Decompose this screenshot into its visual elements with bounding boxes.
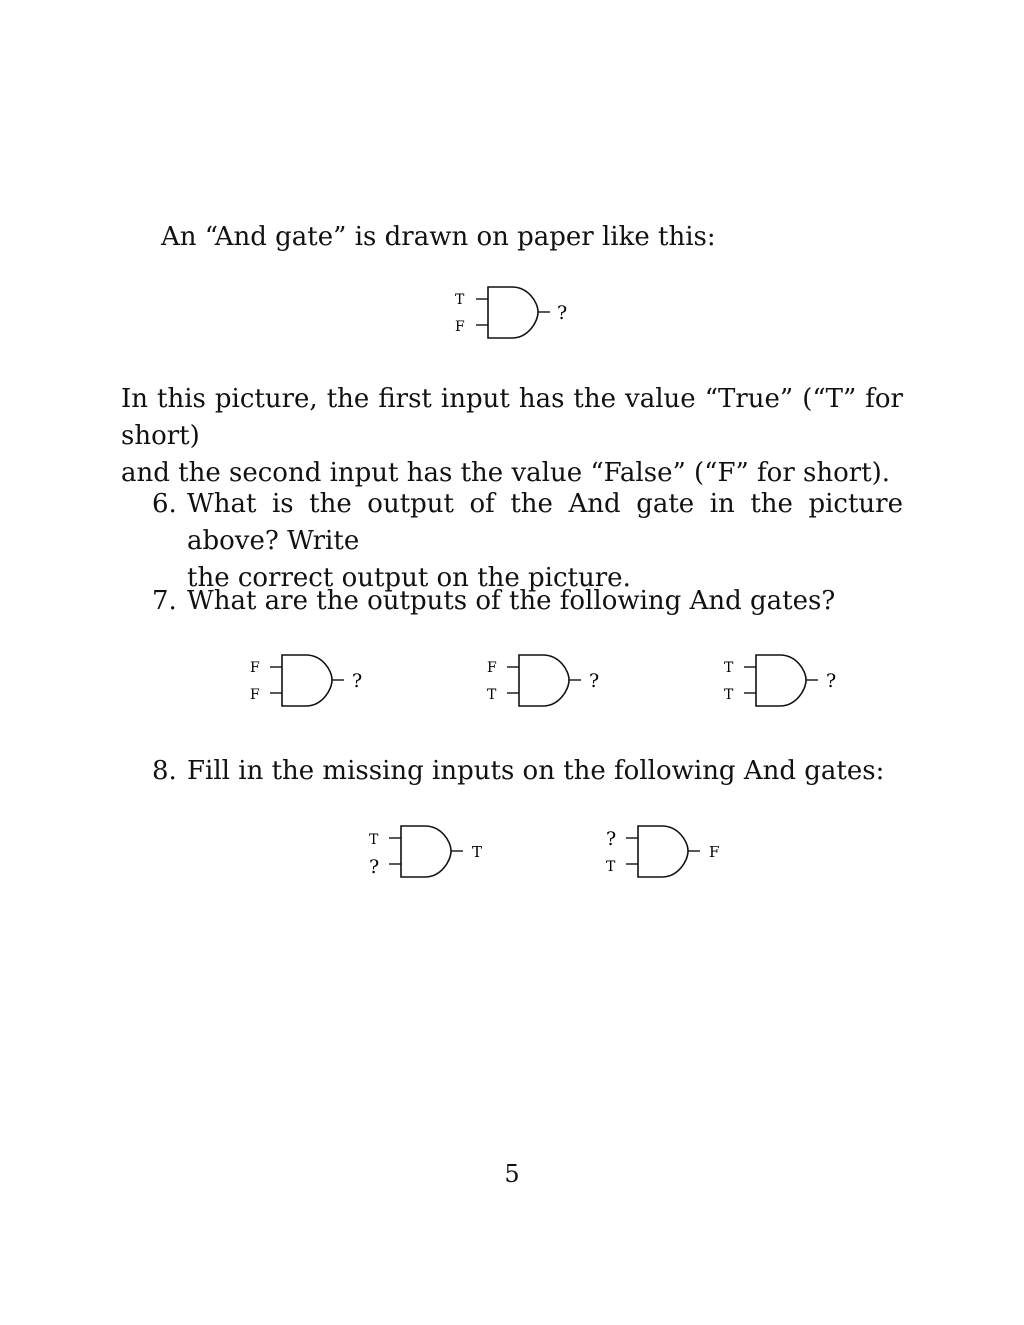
question-6-line-2: the correct output on the picture. [187,563,631,593]
question-8-text: Fill in the missing inputs on the following And gates: [187,756,885,786]
gate-output-label[interactable]: ? [557,302,568,324]
q8-and-gate-2 [592,819,732,885]
gate-output-label: T [472,843,483,861]
gate-input-1-label: T [724,660,734,676]
question-7-number: 7. [152,586,177,616]
gate-output-label[interactable]: ? [826,670,837,692]
q7-and-gate-1 [236,648,376,714]
gate-input-2-label: F [250,687,260,703]
question-6-line-1: What is the output of the And gate in the picture above? Write [187,489,903,556]
gate-input-2-label: T [724,687,734,703]
gate-input-2-label[interactable]: ? [369,856,380,878]
question-8-number: 8. [152,756,177,786]
q8-and-gate-1 [355,819,495,885]
example-and-gate [440,280,580,346]
gate-input-1-label: T [455,292,465,308]
gate-input-2-label[interactable]: T [606,859,616,875]
q7-and-gate-2 [473,648,613,714]
explanation-line-1: In this picture, the first input has the value “True” (“T” for short) [121,384,903,451]
gate-output-label[interactable]: ? [352,670,363,692]
question-6-number: 6. [152,489,177,519]
gate-input-1-label: F [250,660,260,676]
gate-input-1-label: F [487,660,497,676]
q7-and-gate-3 [710,648,850,714]
question-7-text: What are the outputs of the following And gates? [187,586,836,616]
explanation-line-2: and the second input has the value “False” (“F” for short). [121,458,891,488]
gate-output-label: F [709,843,720,861]
gate-input-1-label[interactable]: ? [606,828,617,850]
intro-text: An “And gate” is drawn on paper like this: [161,222,716,252]
gate-input-1-label[interactable]: T [369,832,379,848]
explanation-paragraph [121,381,903,492]
gate-output-label[interactable]: ? [589,670,600,692]
question-6-text [187,486,903,597]
page-number: 5 [504,1160,520,1188]
gate-input-2-label: F [455,319,465,335]
gate-input-2-label: T [487,687,497,703]
